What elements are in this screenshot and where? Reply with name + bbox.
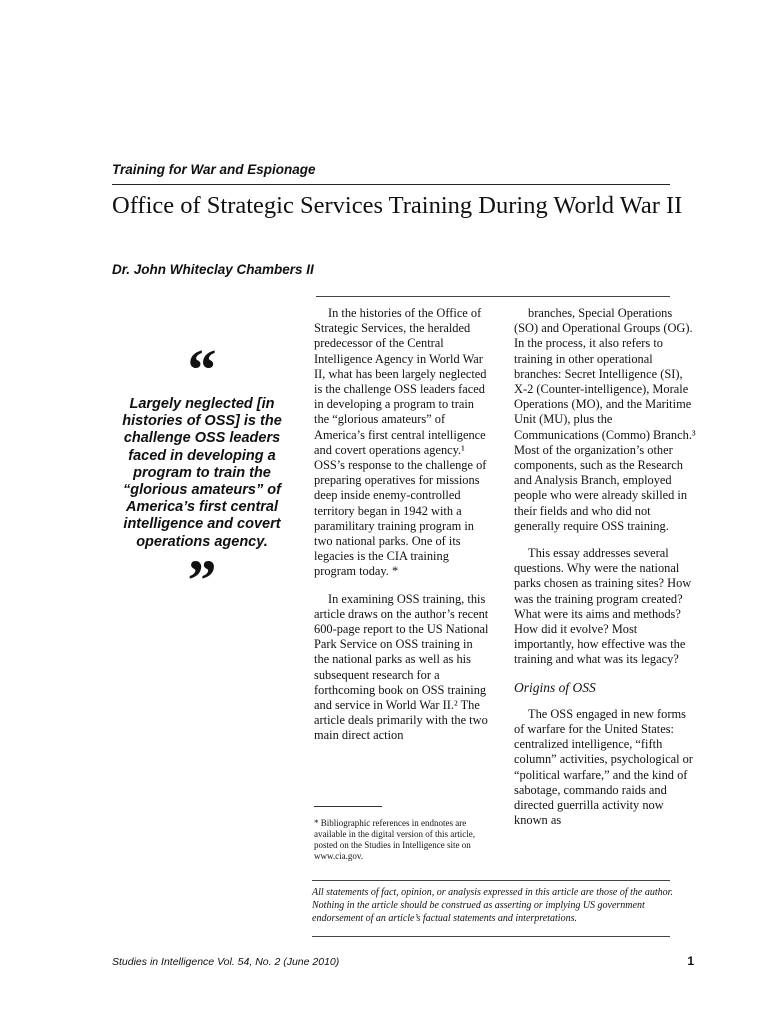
paragraph: This essay addresses several questions. Why were the national parks chosen as training sites? How was the training program created? What were its aims and methods? How did it evolve? Most importantly, how effective was the training and what was its legacy? [514,546,692,667]
section-subhead: Origins of OSS [514,679,596,695]
body-top-rule [316,296,670,297]
body-column-1 [314,306,490,756]
paragraph: In examining OSS training, this article draws on the author’s recent 600-page report to the US National Park Service on OSS training in the national parks as well as his subsequent research for a forthcoming book on OSS training and service in World War II.² The article deals primarily with the two main direct action [314,591,489,743]
disclaimer: All statements of fact, opinion, or analysis expressed in this article are those of the author. Nothing in the article should be construed as asserting or implying US government endorsement of an article’s factual statements and interpretations. [312,887,673,924]
paragraph: branches, Special Operations (SO) and Operational Groups (OG). In the process, it also refers to training in other operational branches: Secret Intelligence (SI), X-2 (Counter-intelligence), Morale Operations (MO), and the Maritime Unit (MU), plus the Communications (Commo) Branch.³ Most of the organization’s other components, such as the Research and Analysis Branch, employed people who were already skilled in their fields and who did not generally require OSS training. [514,306,696,533]
footnote: * Bibliographic references in endnotes are available in the digital version of this article, posted on the Studies in Intelligence site on www.cia.gov. [314,818,475,861]
paragraph: In the histories of the Office of Strategic Services, the heralded predecessor of the Central Intelligence Agency in World War II, what has been largely neglected is the challenge OSS leaders faced in developing a program to train the “glorious amateurs” of America’s first central intelligence and covert operations agency.¹ OSS’s response to the challenge of preparing operatives for missions deep inside enemy-controlled territory began in 1942 with a paramilitary training program in two national parks. One of its legacies is the CIA training program today. * [314,306,487,579]
pull-quote [112,337,292,613]
paragraph: The OSS engaged in new forms of warfare for the United States: centralized intelligence, “fifth column” activities, psychological or “political warfare,” and the kind of sabotage, commando raids and directed guerrilla activity now known as [514,706,693,828]
header-rule [112,184,670,185]
close-quote-mark: ” [187,547,217,613]
section-kicker: Training for War and Espionage [112,162,316,177]
footnote-rule [314,806,382,807]
pull-quote-text: Largely neglected [in histories of OSS] is the challenge OSS leaders faced in developing a program to train the “glorious amateurs” of America’s first central intelligence and covert operations agency. [122,396,282,550]
page-number: 1 [687,954,694,968]
disclaimer-rule-bottom [312,936,670,937]
article-author: Dr. John Whiteclay Chambers II [112,262,314,277]
open-quote-mark: “ [187,337,217,402]
footer-citation: Studies in Intelligence Vol. 54, No. 2 (June 2010) [112,956,340,968]
disclaimer-rule-top [312,880,670,881]
body-column-2 [514,306,696,841]
article-title: Office of Strategic Services Training During World War II [112,192,683,219]
